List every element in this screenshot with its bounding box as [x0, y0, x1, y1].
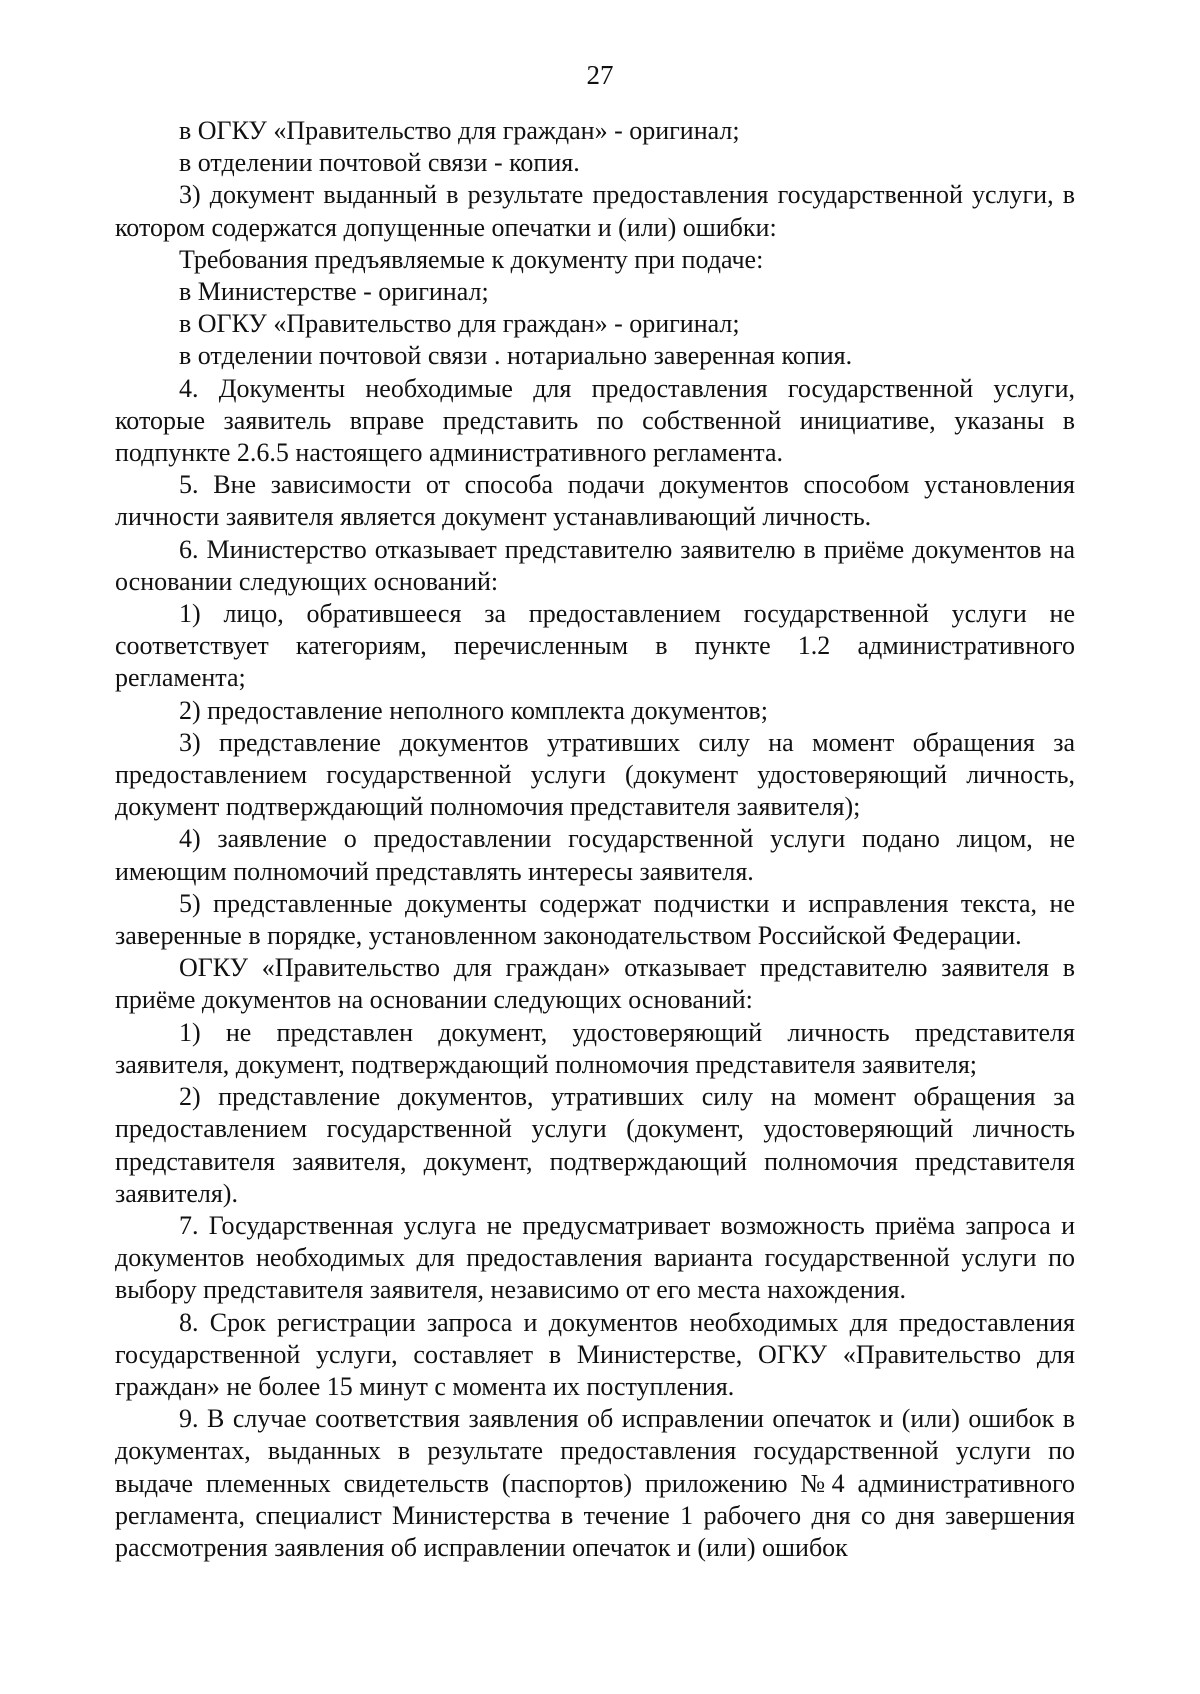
paragraph: 7. Государственная услуга не предусматривает возможность приёма запроса и документов необходимых для предоставления варианта государственной услуги по выбору представителя заявителя, независимо от его места нахождения.: [115, 1210, 1075, 1305]
document-body: [115, 115, 1075, 1564]
paragraph: 4. Документы необходимые для предоставления государственной услуги, которые заявитель вправе представить по собственной инициативе, указаны в подпункте 2.6.5 настоящего административного регламента.: [115, 373, 1075, 468]
paragraph: 3) представление документов утративших силу на момент обращения за предоставлением государственной услуги (документ удостоверяющий личность, документ подтверждающий полномочия представителя заявителя);: [115, 727, 1075, 822]
paragraph: 2) представление документов, утративших силу на момент обращения за предоставлением государственной услуги (документ, удостоверяющий личность представителя заявителя, документ, подтверждающий полномочия представителя заявителя).: [115, 1082, 1075, 1208]
paragraph: 3) документ выданный в результате предоставления государственной услуги, в котором содержатся допущенные опечатки и (или) ошибки:: [115, 180, 1075, 242]
paragraph: в отделении почтовой связи . нотариально заверенная копия.: [179, 341, 853, 371]
paragraph: в отделении почтовой связи - копия.: [179, 148, 580, 178]
paragraph: в ОГКУ «Правительство для граждан» - оригинал;: [179, 309, 740, 339]
paragraph: ОГКУ «Правительство для граждан» отказывает представителю заявителя в приёме документов на основании следующих оснований:: [115, 953, 1075, 1015]
paragraph: 8. Срок регистрации запроса и документов необходимых для предоставления государственной услуги, составляет в Министерстве, ОГКУ «Правительство для граждан» не более 15 минут с момента их поступления.: [115, 1307, 1075, 1401]
paragraph: в Министерстве - оригинал;: [179, 277, 489, 307]
paragraph: 5. Вне зависимости от способа подачи документов способом установления личности заявителя является документ устанавливающий личность.: [115, 470, 1075, 532]
paragraph: 9. В случае соответствия заявления об исправлении опечаток и (или) ошибок в документах, выданных в результате предоставления государственной услуги по выдаче племенных свидетельств (паспортов) приложению №4 административного регламента, специалист Министерства в течение 1 рабочего дня со дня завершения рассмотрения заявления об исправлении опечаток и (или) ошибок: [115, 1404, 1075, 1562]
paragraph: 6. Министерство отказывает представителю заявителю в приёме документов на основании следующих оснований:: [115, 534, 1075, 596]
paragraph: в ОГКУ «Правительство для граждан» - оригинал;: [179, 116, 740, 145]
paragraph: 1) не представлен документ, удостоверяющий личность представителя заявителя, документ, подтверждающий полномочия представителя заявителя;: [115, 1017, 1075, 1079]
paragraph: Требования предъявляемые к документу при подаче:: [179, 244, 764, 274]
paragraph: 1) лицо, обратившееся за предоставлением государственной услуги не соответствует категориям, перечисленным в пункте 1.2 административного регламента;: [115, 599, 1075, 693]
page-number: 27: [586, 60, 614, 90]
paragraph: 5) представленные документы содержат подчистки и исправления текста, не заверенные в порядке, установленном законодательством Российской Федерации.: [115, 888, 1075, 951]
paragraph: 4) заявление о предоставлении государственной услуги подано лицом, не имеющим полномочий представлять интересы заявителя.: [115, 824, 1075, 886]
paragraph: 2) предоставление неполного комплекта документов;: [179, 695, 768, 725]
